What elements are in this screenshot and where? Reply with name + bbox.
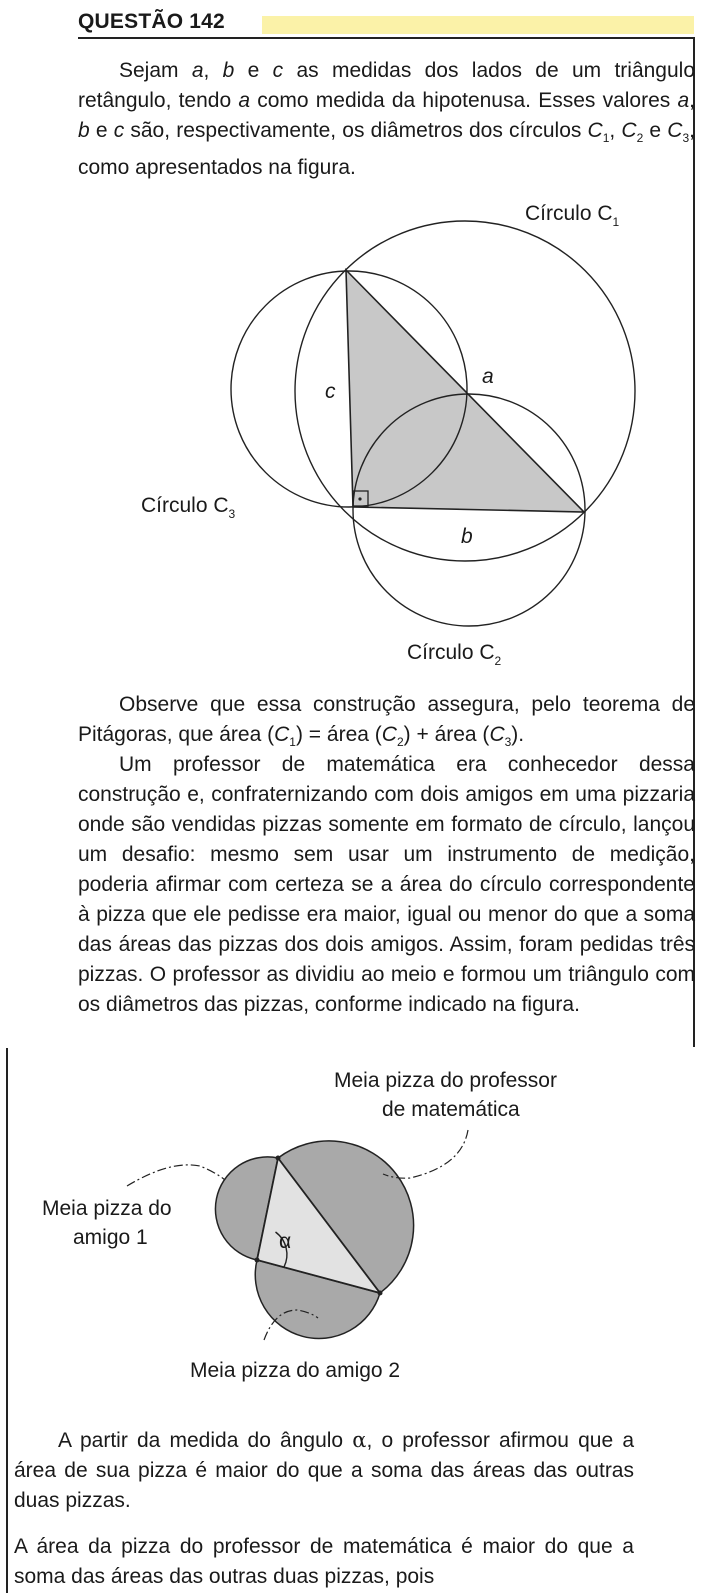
pythagoras-paragraph: Observe que essa construção assegura, pelo teorema de Pitágoras, que área $(C_1)$ = área $(C_2)$ + área $(C_3)$.: [78, 693, 695, 750]
right-angle-dot: [358, 497, 361, 500]
label-side-a: a: [482, 365, 494, 388]
label-professor-line2: de matemática: [382, 1098, 520, 1121]
label-amigo2: Meia pizza do amigo 2: [190, 1359, 401, 1382]
figure-pizzas: [0, 1048, 711, 1408]
label-circle-c1: Círculo $C_1$: [525, 202, 620, 229]
right-triangle: [346, 270, 584, 512]
question-title: QUESTÃO 142: [78, 10, 225, 33]
story-paragraph: Um professor de matemática era conhecedor dessa construção e, confraternizando com dois amigos em uma pizzaria onde são vendidas pizzas somente em formato de círculo, lançou um desafio: mesmo sem usar um instrumento de medição, poderia afirmar com certeza se a área do círculo correspondente à pizza que ele pedisse era maior, igual ou menor do que a soma das áreas das pizzas dos dois amigos. Assim, foram pedidas três pizzas. O professor as dividiu ao meio e formou um triângulo com os diâmetros das pizzas, conforme indicado na figura.: [78, 753, 695, 1016]
leader-professor: [383, 1130, 468, 1178]
answer-stem: A área da pizza do professor de matemática é maior do que a soma das áreas das outras duas pizzas, pois: [14, 1535, 634, 1588]
figure-circles-triangle: [0, 0, 711, 690]
leader-amigo1: [127, 1165, 225, 1186]
vertex-left: [255, 1258, 260, 1263]
vertex-top: [276, 1156, 281, 1161]
label-side-c: c: [325, 380, 336, 403]
label-circle-c3: Círculo $C_3$: [141, 494, 236, 521]
label-side-b: b: [461, 525, 473, 548]
intro-paragraph: Sejam a, b e c as medidas dos lados de um triângulo retângulo, tendo a como medida da hipotenusa. Esses valores a, b e c são, respectivamente, os diâmetros dos círculos $C_1$, $C_2$ e $C_3$, como apresentados na figura.: [78, 59, 696, 180]
label-amigo1-line2: amigo 1: [73, 1226, 148, 1249]
alpha-label: α: [279, 1230, 292, 1253]
vertex-right: [378, 1291, 383, 1296]
label-amigo1-line1: Meia pizza do: [42, 1197, 172, 1220]
label-professor-line1: Meia pizza do professor: [334, 1069, 557, 1092]
label-circle-c2: Círculo $C_2$: [407, 641, 502, 668]
conclusion-paragraph: A partir da medida do ângulo α, o professor afirmou que a área de sua pizza é maior do que a soma das áreas das outras duas pizzas.: [14, 1428, 635, 1512]
